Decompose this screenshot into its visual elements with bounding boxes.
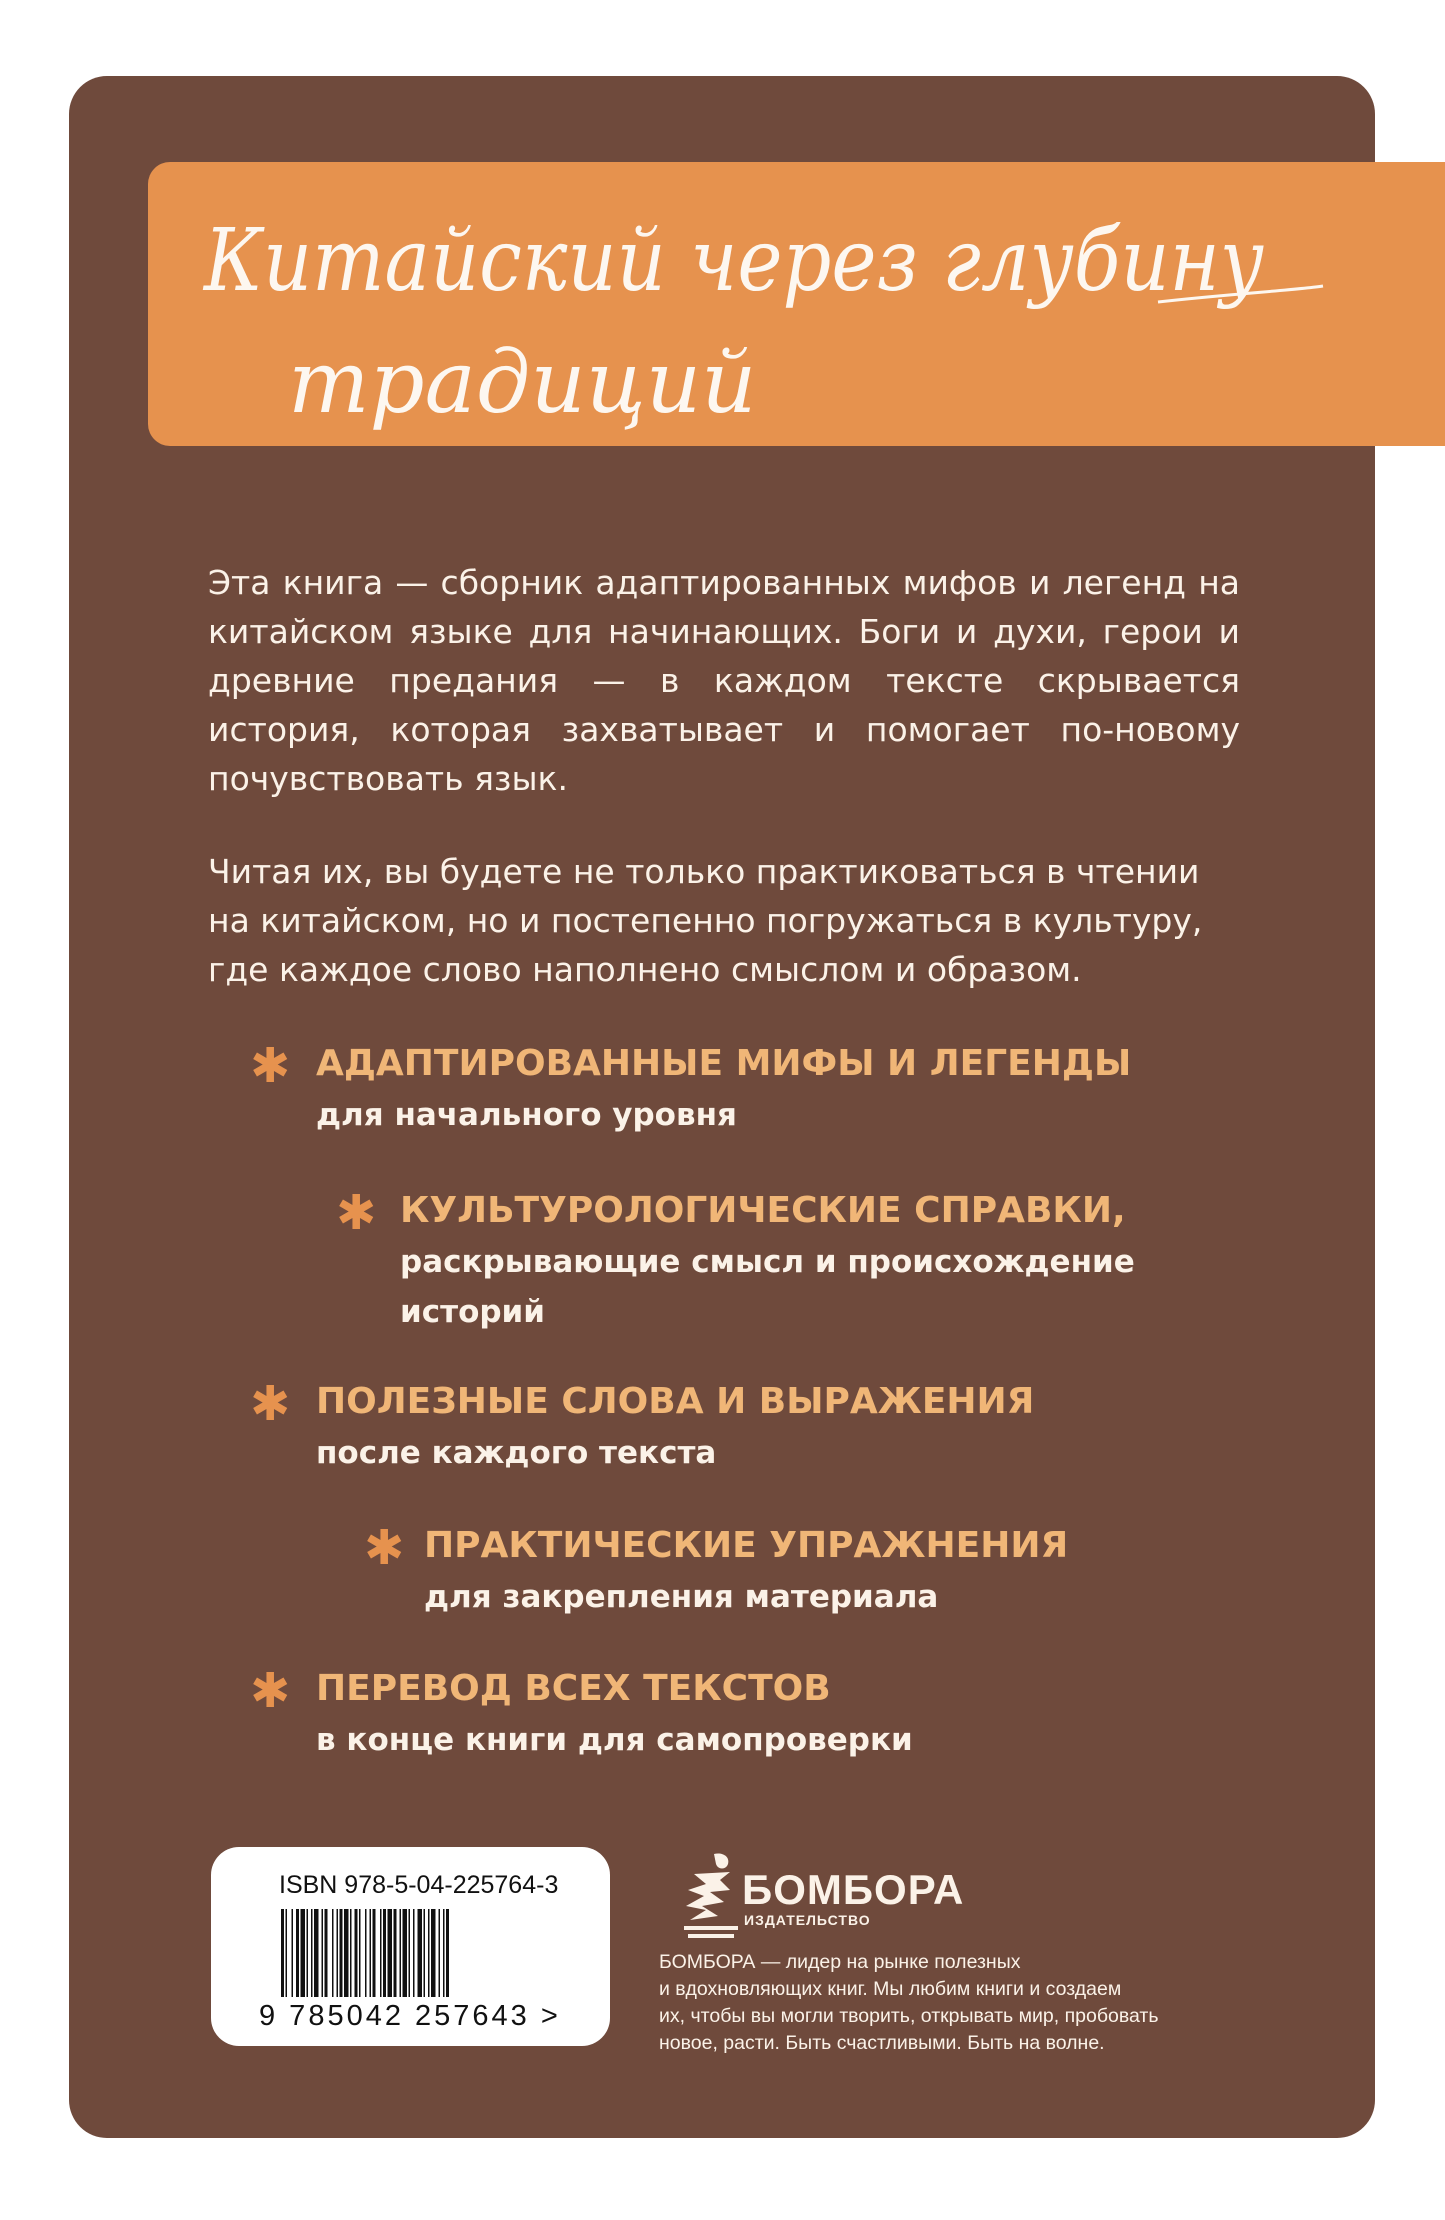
barcode-bar bbox=[370, 1909, 372, 1997]
isbn-label: ISBN 978-5-04-225764-3 bbox=[279, 1871, 559, 1899]
barcode-bar bbox=[446, 1909, 449, 1997]
barcode-bar bbox=[322, 1909, 324, 1997]
title-line-2: традиций bbox=[288, 333, 757, 433]
intro-paragraph-1: Эта книга — сборник адаптированных мифов и легенд на китайском языке для начинающих. Боги и духи, герои и древние предания — в каждом тексте скрывается история, которая захватывает и помогает по-новому почувствовать язык. bbox=[208, 563, 1240, 798]
barcode-bar bbox=[359, 1909, 361, 1997]
title-banner bbox=[148, 162, 1445, 446]
barcode-bar bbox=[301, 1909, 306, 1997]
barcode-bar bbox=[365, 1909, 367, 1997]
barcode bbox=[281, 1909, 557, 1999]
barcode-bar bbox=[373, 1909, 376, 1997]
barcode-bar bbox=[344, 1909, 349, 1997]
barcode-bar bbox=[307, 1909, 309, 1997]
barcode-bar bbox=[286, 1909, 288, 1997]
feature-title: КУЛЬТУРОЛОГИЧЕСКИЕ СПРАВКИ, bbox=[400, 1190, 1126, 1231]
barcode-bar bbox=[337, 1909, 339, 1997]
barcode-bar bbox=[311, 1909, 313, 1997]
barcode-bar bbox=[400, 1909, 402, 1997]
barcode-bar bbox=[431, 1909, 436, 1997]
barcode-bar bbox=[332, 1909, 334, 1997]
barcode-bar bbox=[340, 1909, 343, 1997]
barcode-bar bbox=[292, 1909, 294, 1997]
intro-paragraph-2: Читая их, вы будете не только практиковаться в чтении на китайском, но и постепенно погружаться в культуру, где каждое слово наполнено смыслом и образом. bbox=[208, 852, 1203, 989]
feature-subtitle: после каждого текста bbox=[316, 1435, 717, 1471]
feature-title: ПРАКТИЧЕСКИЕ УПРАЖНЕНИЯ bbox=[424, 1525, 1069, 1566]
publisher-description-line: их, чтобы вы могли творить, открывать мир, пробовать bbox=[659, 2005, 1159, 2027]
publisher-description-line: новое, расти. Быть счастливыми. Быть на волне. bbox=[659, 2032, 1105, 2054]
feature-subtitle: раскрывающие смысл и происхождение bbox=[400, 1244, 1135, 1280]
barcode-bar bbox=[296, 1909, 299, 1997]
publisher-description-line: и вдохновляющих книг. Мы любим книги и создаем bbox=[659, 1978, 1122, 2000]
feature-subtitle: для закрепления материала bbox=[424, 1579, 939, 1615]
asterisk-icon: ✱ bbox=[364, 1520, 405, 1576]
barcode-bar bbox=[281, 1909, 284, 1997]
feature-title: ПЕРЕВОД ВСЕХ ТЕКСТОВ bbox=[316, 1668, 831, 1709]
feature-title: ПОЛЕЗНЫЕ СЛОВА И ВЫРАЖЕНИЯ bbox=[316, 1381, 1035, 1422]
feature-subtitle: в конце книги для самопроверки bbox=[316, 1722, 913, 1758]
barcode-bar bbox=[409, 1909, 411, 1997]
asterisk-icon: ✱ bbox=[250, 1663, 291, 1719]
publisher-description-line: БОМБОРА — лидер на рынке полезных bbox=[659, 1951, 1021, 1973]
feature-subtitle: для начального уровня bbox=[316, 1097, 737, 1133]
barcode-bar bbox=[428, 1909, 430, 1997]
barcode-bar bbox=[403, 1909, 408, 1997]
barcode-bar bbox=[350, 1909, 352, 1997]
barcode-bar bbox=[380, 1909, 382, 1997]
isbn-barcode-box bbox=[211, 1847, 610, 2046]
barcode-bar bbox=[418, 1909, 423, 1997]
barcode-bar bbox=[443, 1909, 445, 1997]
barcode-bar bbox=[383, 1909, 386, 1997]
asterisk-icon: ✱ bbox=[250, 1038, 291, 1094]
feature-subtitle: историй bbox=[400, 1294, 545, 1330]
publisher-description bbox=[659, 1949, 1259, 2057]
barcode-bar bbox=[424, 1909, 426, 1997]
barcode-bar bbox=[394, 1909, 397, 1997]
barcode-bar bbox=[325, 1909, 328, 1997]
barcode-bar bbox=[314, 1909, 319, 1997]
barcode-bar bbox=[439, 1909, 441, 1997]
asterisk-icon: ✱ bbox=[336, 1185, 377, 1241]
barcode-bar bbox=[388, 1909, 393, 1997]
feature-title: АДАПТИРОВАННЫЕ МИФЫ И ЛЕГЕНДЫ bbox=[316, 1043, 1132, 1084]
publisher-tagline: ИЗДАТЕЛЬСТВО bbox=[744, 1912, 871, 1928]
barcode-bar bbox=[413, 1909, 415, 1997]
asterisk-icon: ✱ bbox=[250, 1376, 291, 1432]
publisher-name: БОМБОРА bbox=[742, 1866, 965, 1913]
isbn-digits: 9 785042 257643 > bbox=[259, 2000, 561, 2032]
barcode-bar bbox=[355, 1909, 358, 1997]
publisher-figure-logo-icon bbox=[680, 1850, 742, 1940]
handwritten-title bbox=[148, 162, 1445, 502]
title-line-1: Китайский через глубину bbox=[202, 211, 1265, 311]
